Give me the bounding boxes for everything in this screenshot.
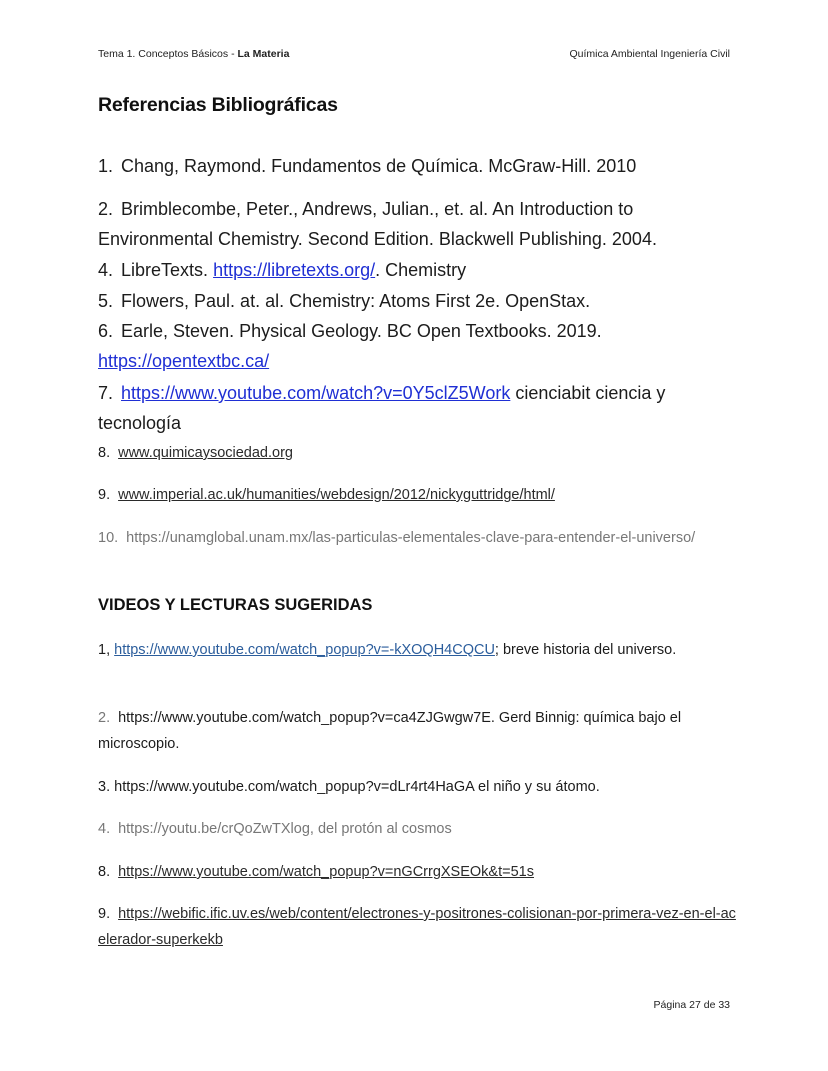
header-topic-bold: La Materia — [237, 48, 290, 60]
reference-item — [98, 286, 738, 316]
libretexts-link[interactable]: https://libretexts.org/ — [213, 260, 376, 280]
item-number: 8. — [98, 864, 111, 880]
item-number: 9. — [98, 487, 111, 503]
item-number: 9. — [98, 906, 111, 922]
item-text: Chang, Raymond. Fundamentos de Química. McGraw-Hill. 2010 — [121, 156, 637, 176]
videos-title: VIDEOS Y LECTURAS SUGERIDAS — [98, 596, 373, 614]
item-text: Flowers, Paul. at. al. Chemistry: Atoms First 2e. OpenStax. — [121, 291, 591, 311]
item-number: 8. — [98, 445, 111, 461]
running-header-left — [98, 48, 289, 60]
quimicaysociedad-link[interactable]: www.quimicaysociedad.org — [118, 445, 293, 461]
item-text: https://youtu.be/crQoZwTXlog, del protón al cosmos — [118, 821, 452, 837]
webific-link[interactable]: https://webific.ific.uv.es/web/content/electrones-y-positrones-colisionan-por-primera-vez-en-el-acelerador-superkekb — [98, 906, 736, 948]
item-number: 4. — [98, 821, 111, 837]
item-number: 2. — [98, 199, 114, 219]
item-text: https://www.youtube.com/watch_popup?v=ca4ZJGwgw7E. Gerd Binnig: química bajo el microscopio. — [98, 710, 682, 752]
reference-item — [98, 151, 738, 181]
video-item — [98, 774, 738, 800]
references-title: Referencias Bibliográficas — [98, 94, 338, 116]
reference-item — [98, 316, 738, 376]
item-number: 1, — [98, 642, 111, 658]
item-text: LibreTexts. — [121, 260, 214, 280]
item-number: 5. — [98, 291, 114, 311]
imperial-link[interactable]: www.imperial.ac.uk/humanities/webdesign/2012/nickyguttridge/html/ — [118, 487, 555, 503]
video-item — [98, 637, 738, 663]
video-item — [98, 705, 738, 757]
page-number: Página 27 de 33 — [653, 999, 730, 1011]
video-item — [98, 901, 738, 953]
item-number: 7. — [98, 383, 114, 403]
item-text: cienciabit ciencia y tecnología — [98, 383, 666, 433]
youtube-link[interactable]: https://www.youtube.com/watch_popup?v=nGCrrgXSEOk&t=51s — [118, 864, 534, 880]
opentextbc-link[interactable]: https://opentextbc.ca/ — [98, 351, 270, 371]
item-text: Earle, Steven. Physical Geology. BC Open Textbooks. 2019. — [121, 321, 602, 341]
reference-item — [98, 255, 738, 285]
reference-item — [98, 525, 738, 551]
item-number: 3. — [98, 779, 111, 795]
item-number: 2. — [98, 710, 111, 726]
reference-item — [98, 440, 738, 466]
reference-item — [98, 194, 738, 254]
item-text: Brimblecombe, Peter., Andrews, Julian., et. al. An Introduction to Environmental Chemistry. Second Edition. Blackwell Publishing. 2004. — [98, 199, 657, 249]
video-item — [98, 859, 738, 885]
youtube-link[interactable]: https://www.youtube.com/watch?v=0Y5clZ5Work — [121, 383, 511, 403]
header-topic: Tema 1. Conceptos Básicos - — [98, 48, 238, 60]
reference-item — [98, 378, 738, 438]
item-text: https://www.youtube.com/watch_popup?v=dLr4rt4HaGA el niño y su átomo. — [114, 779, 600, 795]
video-item — [98, 816, 738, 842]
item-number: 4. — [98, 260, 114, 280]
item-number: 10. — [98, 530, 119, 546]
item-text: ; breve historia del universo. — [494, 642, 677, 658]
reference-item — [98, 482, 738, 508]
running-header-right: Química Ambiental Ingeniería Civil — [569, 48, 730, 60]
item-number: 6. — [98, 321, 114, 341]
item-text: https://unamglobal.unam.mx/las-particulas-elementales-clave-para-entender-el-universo/ — [126, 530, 696, 546]
youtube-link[interactable]: https://www.youtube.com/watch_popup?v=-kXOQH4CQCU — [114, 642, 495, 658]
item-number: 1. — [98, 156, 114, 176]
item-text: . Chemistry — [375, 260, 467, 280]
